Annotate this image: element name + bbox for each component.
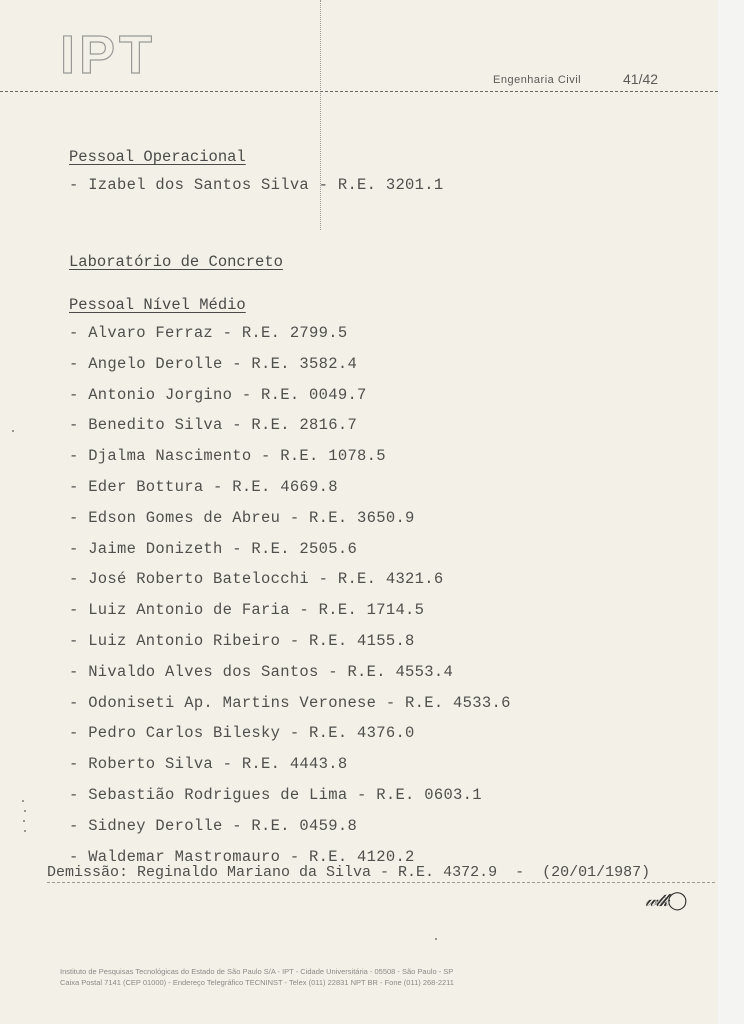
list-item: - Sebastião Rodrigues de Lima - R.E. 0603.1 (69, 786, 482, 804)
list-item: - Izabel dos Santos Silva - R.E. 3201.1 (69, 176, 444, 194)
list-item: - Eder Bottura - R.E. 4669.8 (69, 478, 338, 496)
list-item: - Pedro Carlos Bilesky - R.E. 4376.0 (69, 724, 415, 743)
list-item: - Benedito Silva - R.E. 2816.7 (69, 416, 358, 435)
list-item: - Waldemar Mastromauro - R.E. 4120.2 (69, 847, 415, 866)
scan-speck (23, 820, 25, 822)
list-item: - Angelo Derolle - R.E. 3582.4 (69, 354, 358, 373)
scan-margin (718, 0, 744, 1024)
list-item: - Jaime Donizeth - R.E. 2505.6 (69, 539, 358, 558)
scan-speck (24, 810, 26, 812)
list-item: - Sidney Derolle - R.E. 0459.8 (69, 816, 358, 835)
header-divider (0, 91, 718, 92)
list-item: - Antonio Jorgino - R.E. 0049.7 (69, 385, 367, 404)
list-item: - Odoniseti Ap. Martins Veronese - R.E. 4533.6 (69, 693, 511, 712)
section-heading-pessoal-operacional: Pessoal Operacional (69, 148, 246, 166)
list-item: - Djalma Nascimento - R.E. 1078.5 (69, 447, 386, 466)
scan-speck (24, 830, 26, 832)
list-item: - Luiz Antonio Ribeiro - R.E. 4155.8 (69, 632, 415, 650)
section-heading-laboratorio-concreto: Laboratório de Concreto (69, 253, 283, 271)
list-item: - Nivaldo Alves dos Santos - R.E. 4553.4 (69, 662, 454, 681)
signature: 𝓌𝓉𝓀◯ (645, 890, 686, 911)
fold-line (320, 0, 321, 230)
scan-speck (435, 938, 437, 940)
page-number: 41/42 (623, 71, 659, 87)
list-item: - Edson Gomes de Abreu - R.E. 3650.9 (69, 508, 415, 527)
section-heading-pessoal-nivel-medio: Pessoal Nível Médio (69, 296, 246, 314)
scan-speck (22, 800, 24, 802)
department-label: Engenharia Civil (493, 74, 582, 86)
footer-line-1: Instituto de Pesquisas Tecnológicas do Estado de São Paulo S/A - IPT - Cidade Universitária - 05508 - São Paulo - SP (60, 967, 454, 976)
list-item: - Alvaro Ferraz - R.E. 2799.5 (69, 324, 348, 342)
ipt-logo: IPT (60, 25, 157, 85)
list-item: - José Roberto Batelocchi - R.E. 4321.6 (69, 570, 444, 589)
footer-address (60, 966, 454, 988)
dismissal-note: Demissão: Reginaldo Mariano da Silva - R.E. 4372.9 - (20/01/1987) (47, 864, 715, 883)
footer-line-2: Caixa Postal 7141 (CEP 01000) - Endereço Telegráfico TECNINST - Telex (011) 22831 NPT BR - Fone (011) 268-2211 (60, 978, 454, 987)
scan-speck (12, 430, 14, 432)
list-item: - Roberto Silva - R.E. 4443.8 (69, 755, 348, 774)
list-item: - Luiz Antonio de Faria - R.E. 1714.5 (69, 601, 425, 620)
